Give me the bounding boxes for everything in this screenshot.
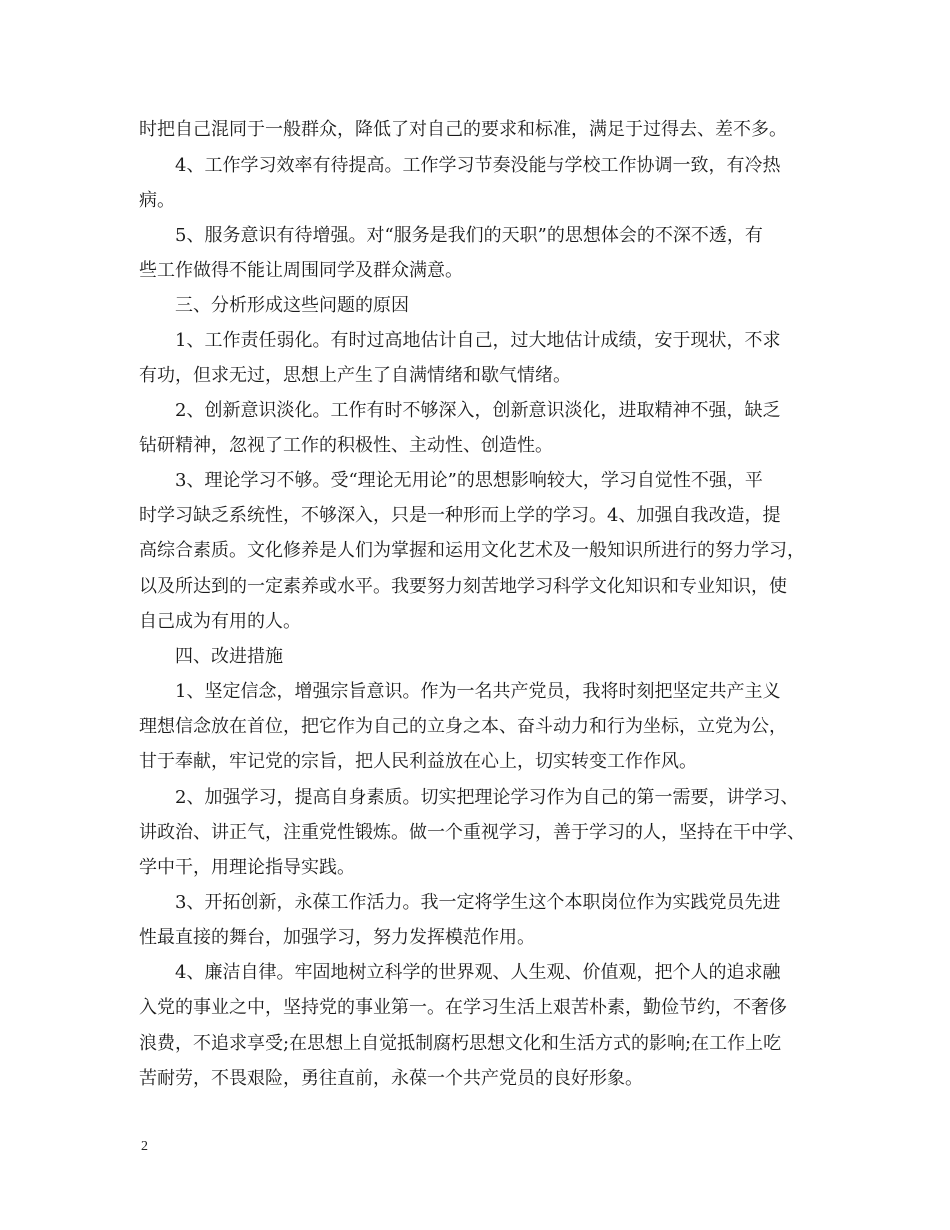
text-line: 时学习缺乏系统性，不够深入，只是一种形而上学的学习。4、加强自我改造，提 — [139, 505, 781, 526]
section-heading: 三、分析形成这些问题的原因 — [139, 295, 409, 316]
text-line: 2、创新意识淡化。工作有时不够深入，创新意识淡化，进取精神不强，缺乏 — [139, 400, 781, 421]
text-line: 时把自己混同于一般群众，降低了对自己的要求和标准，满足于过得去、差不多。 — [139, 119, 787, 140]
text-line: 学中干，用理论指导实践。 — [139, 857, 355, 878]
text-line: 些工作做得不能让周围同学及群众满意。 — [139, 260, 463, 281]
text-line: 苦耐劳，不畏艰险，勇往直前，永葆一个共产党员的良好形象。 — [139, 1068, 643, 1089]
text-line: 理想信念放在首位，把它作为自己的立身之本、奋斗动力和行为坐标，立党为公， — [139, 716, 787, 737]
text-line: 3、开拓创新，永葆工作活力。我一定将学生这个本职岗位作为实践党员先进 — [139, 892, 781, 913]
text-line: 1、工作责任弱化。有时过高地估计自己，过大地估计成绩，安于现状，不求 — [139, 330, 781, 351]
text-line: 2、加强学习，提高自身素质。切实把理论学习作为自己的第一需要，讲学习、 — [139, 787, 799, 808]
text-line: 甘于奉献，牢记党的宗旨，把人民利益放在心上，切实转变工作作风。 — [139, 751, 697, 772]
text-line: 浪费，不追求享受;在思想上自觉抵制腐朽思想文化和生活方式的影响;在工作上吃 — [139, 1033, 782, 1054]
text-line: 入党的事业之中，坚持党的事业第一。在学习生活上艰苦朴素，勤俭节约，不奢侈 — [139, 997, 787, 1018]
text-line: 3、理论学习不够。受“理论无用论”的思想影响较大，学习自觉性不强，平 — [139, 470, 763, 491]
section-heading: 四、改进措施 — [139, 646, 283, 667]
text-line: 4、廉洁自律。牢固地树立科学的世界观、人生观、价值观，把个人的追求融 — [139, 962, 781, 983]
text-line: 钻研精神，忽视了工作的积极性、主动性、创造性。 — [139, 435, 553, 456]
text-line: 性最直接的舞台，加强学习，努力发挥模范作用。 — [139, 927, 535, 948]
page-number: 2 — [141, 1139, 148, 1154]
text-line: 以及所达到的一定素养或水平。我要努力刻苦地学习科学文化知识和专业知识，使 — [139, 576, 787, 597]
text-line: 4、工作学习效率有待提高。工作学习节奏没能与学校工作协调一致，有冷热 — [139, 155, 781, 176]
text-line: 自己成为有用的人。 — [139, 611, 301, 632]
text-line: 高综合素质。文化修养是人们为掌握和运用文化艺术及一般知识所进行的努力学习， — [139, 540, 805, 561]
text-line: 讲政治、讲正气，注重党性锻炼。做一个重视学习，善于学习的人，坚持在干中学、 — [139, 822, 805, 843]
text-line: 5、服务意识有待增强。对“服务是我们的天职”的思想体会的不深不透，有 — [139, 225, 763, 246]
text-line: 有功，但求无过，思想上产生了自满情绪和歇气情绪。 — [139, 365, 571, 386]
text-line: 1、坚定信念，增强宗旨意识。作为一名共产党员，我将时刻把坚定共产主义 — [139, 681, 781, 702]
text-line: 病。 — [139, 190, 175, 211]
